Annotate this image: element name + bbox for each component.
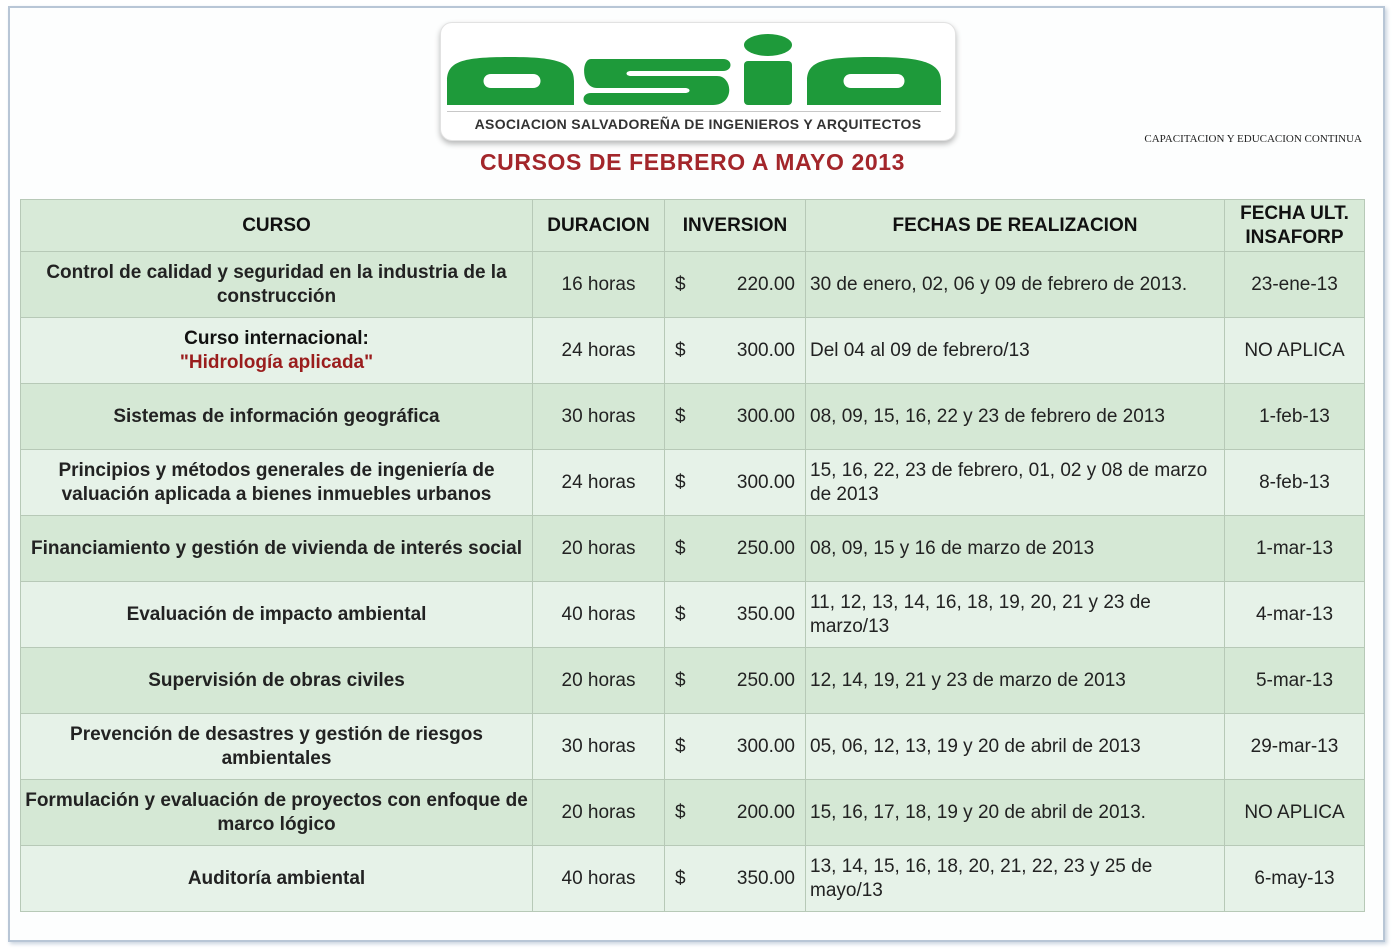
course-investment: [665, 780, 806, 846]
amount: 300.00: [736, 735, 795, 757]
course-investment: [665, 252, 806, 318]
course-name: Formulación y evaluación de proyectos con enfoque de marco lógico: [21, 780, 533, 846]
course-dates: 15, 16, 22, 23 de febrero, 01, 02 y 08 de marzo de 2013: [806, 450, 1225, 516]
course-duration: 20 horas: [533, 648, 665, 714]
table-row: [21, 846, 1365, 912]
currency-symbol: $: [675, 867, 686, 889]
course-deadline: 29-mar-13: [1225, 714, 1365, 780]
course-deadline: 4-mar-13: [1225, 582, 1365, 648]
course-name: Evaluación de impacto ambiental: [21, 582, 533, 648]
table-row: [21, 318, 1365, 384]
course-deadline: 5-mar-13: [1225, 648, 1365, 714]
header-dates: FECHAS DE REALIZACION: [806, 200, 1225, 252]
course-investment: [665, 516, 806, 582]
table-row: [21, 384, 1365, 450]
amount: 300.00: [736, 471, 795, 493]
course-investment: [665, 648, 806, 714]
course-name: Principios y métodos generales de ingeniería de valuación aplicada a bienes inmuebles urbanos: [21, 450, 533, 516]
course-dates: 30 de enero, 02, 06 y 09 de febrero de 2013.: [806, 252, 1225, 318]
table-row: [21, 582, 1365, 648]
amount: 300.00: [736, 339, 795, 361]
logo-letter-i-dot: [744, 34, 792, 56]
table-row: [21, 516, 1365, 582]
amount: 250.00: [736, 537, 795, 559]
course-duration: 24 horas: [533, 318, 665, 384]
logo-letter-a1: [447, 57, 574, 105]
table-row: [21, 450, 1365, 516]
courses-table: [20, 199, 1365, 912]
currency-symbol: $: [675, 273, 686, 295]
course-dates: 05, 06, 12, 13, 19 y 20 de abril de 2013: [806, 714, 1225, 780]
header-duration: DURACION: [533, 200, 665, 252]
table-row: [21, 648, 1365, 714]
amount: 200.00: [736, 801, 795, 823]
currency-symbol: $: [675, 735, 686, 757]
course-dates: 13, 14, 15, 16, 18, 20, 21, 22, 23 y 25 de mayo/13: [806, 846, 1225, 912]
amount: 250.00: [736, 669, 795, 691]
header-course: CURSO: [21, 200, 533, 252]
course-duration: 16 horas: [533, 252, 665, 318]
course-name: Supervisión de obras civiles: [21, 648, 533, 714]
course-investment: [665, 714, 806, 780]
course-investment: [665, 450, 806, 516]
amount: 350.00: [736, 603, 795, 625]
course-name: Sistemas de información geográfica: [21, 384, 533, 450]
course-investment: [665, 846, 806, 912]
amount: 350.00: [736, 867, 795, 889]
currency-symbol: $: [675, 339, 686, 361]
currency-symbol: $: [675, 405, 686, 427]
table-row: [21, 252, 1365, 318]
course-deadline: 1-mar-13: [1225, 516, 1365, 582]
logo-letter-i-stem: [744, 61, 792, 105]
course-deadline: NO APLICA: [1225, 780, 1365, 846]
currency-symbol: $: [675, 603, 686, 625]
course-name: Control de calidad y seguridad en la industria de la construcción: [21, 252, 533, 318]
course-name-subtitle: "Hidrología aplicada": [179, 351, 374, 373]
course-duration: 40 horas: [533, 582, 665, 648]
course-dates: Del 04 al 09 de febrero/13: [806, 318, 1225, 384]
table-row: [21, 714, 1365, 780]
course-duration: 40 horas: [533, 846, 665, 912]
course-dates: 15, 16, 17, 18, 19 y 20 de abril de 2013.: [806, 780, 1225, 846]
amount: 300.00: [736, 405, 795, 427]
course-deadline: 8-feb-13: [1225, 450, 1365, 516]
logo-letter-a2: [807, 57, 941, 105]
table-row: [21, 780, 1365, 846]
header-deadline: FECHA ULT. INSAFORP: [1225, 200, 1365, 252]
course-name-line: Curso internacional:: [184, 327, 369, 349]
currency-symbol: $: [675, 669, 686, 691]
logo-letter-s: [584, 59, 731, 105]
course-duration: 30 horas: [533, 384, 665, 450]
amount: 220.00: [736, 273, 795, 295]
asia-logo: [440, 22, 956, 141]
course-name: Prevención de desastres y gestión de riesgos ambientales: [21, 714, 533, 780]
logo-subtitle: ASOCIACION SALVADOREÑA DE INGENIEROS Y ARQUITECTOS: [474, 116, 922, 132]
currency-symbol: $: [675, 471, 686, 493]
course-dates: 11, 12, 13, 14, 16, 18, 19, 20, 21 y 23 de marzo/13: [806, 582, 1225, 648]
header-investment: INVERSION: [665, 200, 806, 252]
course-deadline: NO APLICA: [1225, 318, 1365, 384]
course-duration: 20 horas: [533, 780, 665, 846]
page-title: CURSOS DE FEBRERO A MAYO 2013: [479, 149, 906, 175]
course-duration: 24 horas: [533, 450, 665, 516]
course-dates: 12, 14, 19, 21 y 23 de marzo de 2013: [806, 648, 1225, 714]
section-label: CAPACITACION Y EDUCACION CONTINUA: [1144, 133, 1362, 145]
currency-symbol: $: [675, 537, 686, 559]
course-deadline: 6-may-13: [1225, 846, 1365, 912]
course-deadline: 23-ene-13: [1225, 252, 1365, 318]
course-name: Financiamiento y gestión de vivienda de interés social: [21, 516, 533, 582]
course-name: [21, 318, 533, 384]
course-dates: 08, 09, 15 y 16 de marzo de 2013: [806, 516, 1225, 582]
table-header-row: [21, 200, 1365, 252]
course-dates: 08, 09, 15, 16, 22 y 23 de febrero de 2013: [806, 384, 1225, 450]
course-deadline: 1-feb-13: [1225, 384, 1365, 450]
currency-symbol: $: [675, 801, 686, 823]
course-name: Auditoría ambiental: [21, 846, 533, 912]
course-duration: 20 horas: [533, 516, 665, 582]
course-investment: [665, 582, 806, 648]
course-duration: 30 horas: [533, 714, 665, 780]
course-investment: [665, 384, 806, 450]
course-investment: [665, 318, 806, 384]
